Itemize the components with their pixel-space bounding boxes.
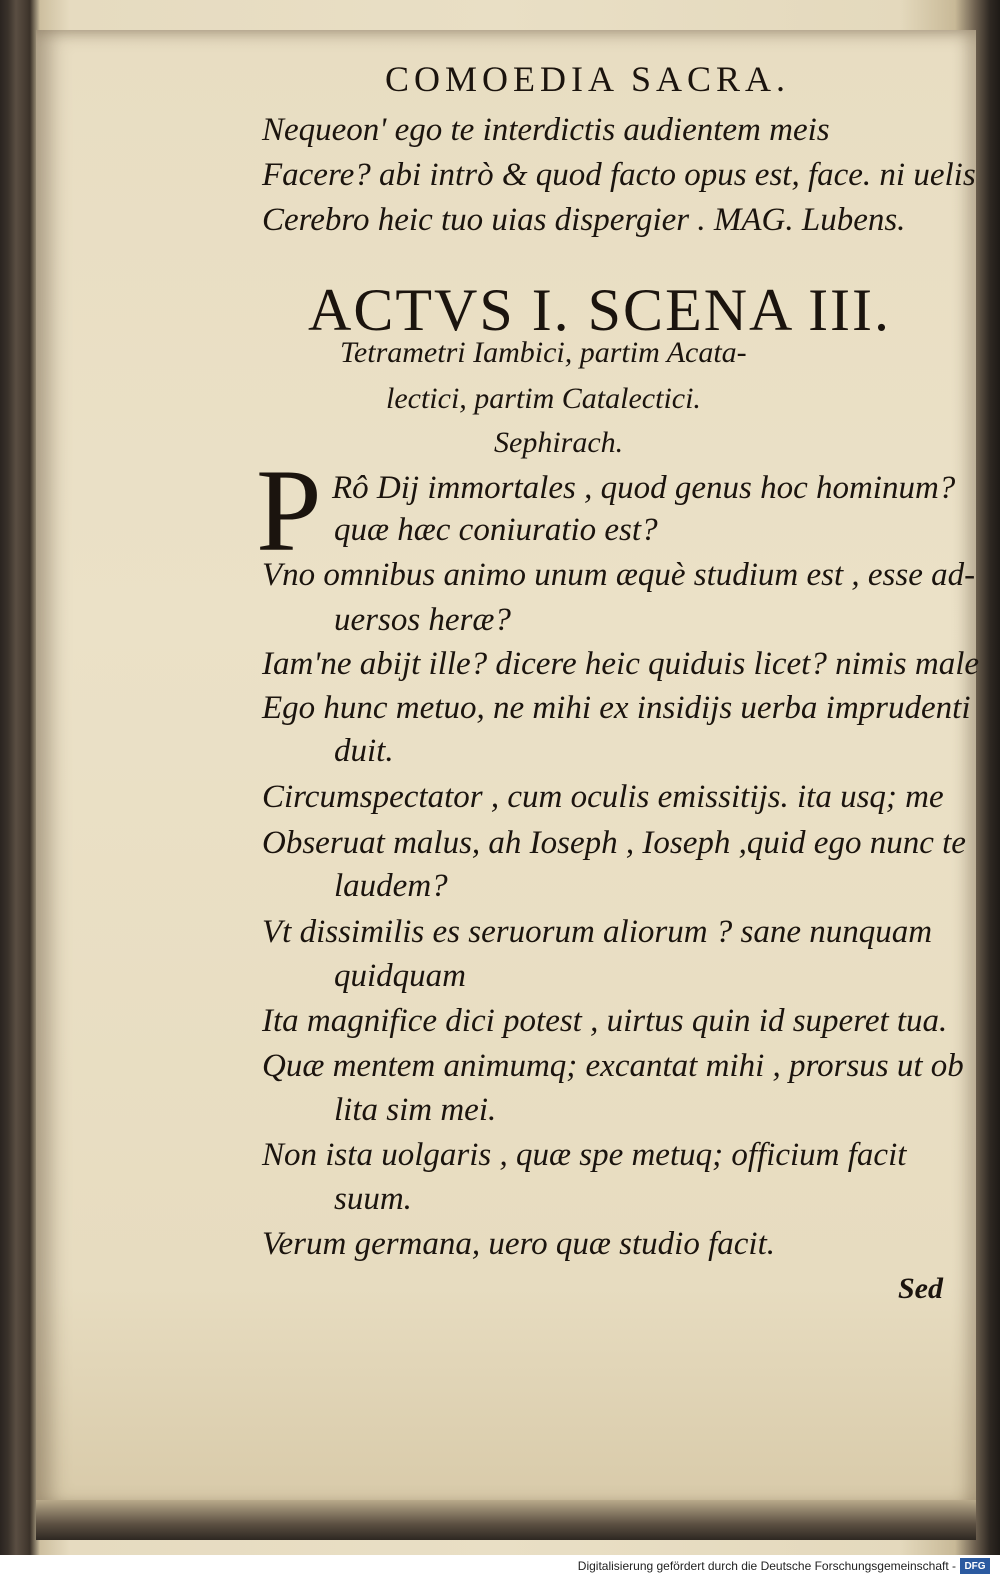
page-bottom-edge <box>36 1500 976 1540</box>
scene-heading: ACTVS I. SCENA III. <box>308 277 892 343</box>
body-line-15: Non ista uolgaris , quæ spe metuq; officium facit <box>262 1137 907 1173</box>
body-line-17: Verum germana, uero quæ studio facit. <box>262 1226 775 1262</box>
body-line-10: Vt dissimilis es seruorum aliorum ? sane nunquam <box>262 914 933 950</box>
body-line-5: Ego hunc metuo, ne mihi ex insidijs uerba imprudenti <box>262 690 971 726</box>
body-line-2: Vno omnibus animo unum æquè studium est , esse ad- <box>262 557 976 593</box>
body-line-3: uersos heræ? <box>334 602 511 638</box>
footer-credit: Digitalisierung gefördert durch die Deutsche Forschungsgemeinschaft - <box>577 1559 956 1573</box>
opening-line-1: Nequeon' ego te interdictis audientem meis <box>262 112 830 148</box>
body-line-11: quidquam <box>334 958 466 994</box>
opening-line-2: Facere? abi intrò & quod facto opus est, face. ni uelis <box>262 157 976 193</box>
footer-bar <box>0 1555 1000 1579</box>
body-line-8: Obseruat malus, ah Ioseph , Ioseph ,quid ego nunc te <box>262 825 966 861</box>
first-line: Rô Dij immortales , quod genus hoc hominum? <box>332 470 956 506</box>
meter-note-line-2: lectici, partim Catalectici. <box>386 382 701 415</box>
book-page <box>36 30 976 1508</box>
body-line-4: Iam'ne abijt ille? dicere heic quiduis licet? nimis male <box>262 646 980 682</box>
meter-note-line-1: Tetrametri Iambici, partim Acata- <box>340 336 747 369</box>
opening-line-3: Cerebro heic tuo uias dispergier . MAG. Lubens. <box>262 202 906 238</box>
dfg-logo: DFG <box>960 1558 990 1574</box>
body-line-7: Circumspectator , cum oculis emissitijs. ita usq; me <box>262 779 944 815</box>
running-head: COMOEDIA SACRA. <box>385 59 791 99</box>
body-line-13: Quæ mentem animumq; excantat mihi , prorsus ut ob <box>262 1048 964 1084</box>
speaker-name: Sephirach. <box>494 426 624 459</box>
catchword: Sed <box>898 1272 943 1305</box>
body-line-1: quæ hæc coniuratio est? <box>334 512 658 548</box>
body-line-12: Ita magnifice dici potest , uirtus quin id superet tua. <box>262 1003 948 1039</box>
drop-cap: P <box>256 445 322 576</box>
body-line-6: duit. <box>334 733 394 769</box>
body-line-16: suum. <box>334 1181 412 1217</box>
body-line-14: lita sim mei. <box>334 1092 497 1128</box>
body-line-9: laudem? <box>334 868 448 904</box>
